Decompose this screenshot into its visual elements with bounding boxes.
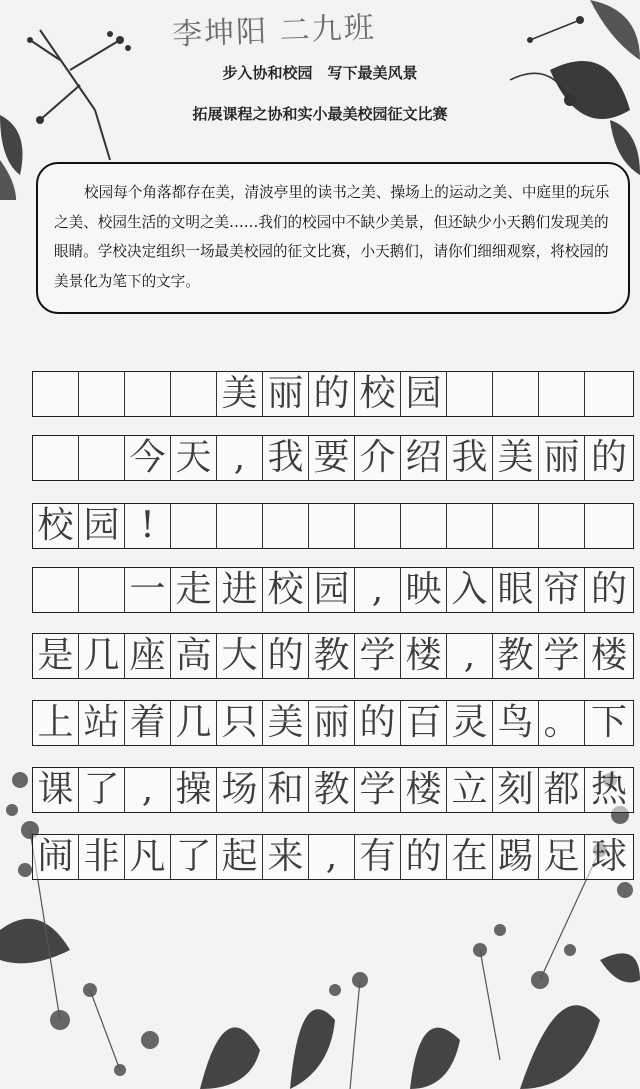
essay-cell: 的 [309, 372, 355, 416]
essay-row [32, 435, 634, 481]
essay-cell: 足 [539, 835, 585, 879]
essay-cell: 场 [217, 768, 263, 812]
essay-cell [125, 372, 171, 416]
essay-cell: 在 [447, 835, 493, 879]
essay-cell: 来 [263, 835, 309, 879]
essay-cell: 要 [309, 436, 355, 480]
essay-cell [355, 504, 401, 548]
essay-cell: , [125, 768, 171, 812]
essay-cell: 一 [125, 568, 171, 612]
essay-cell: 入 [447, 568, 493, 612]
essay-cell: 站 [79, 701, 125, 745]
essay-cell [171, 504, 217, 548]
essay-cell: 进 [217, 568, 263, 612]
essay-cell: 教 [493, 634, 539, 678]
essay-cell: 立 [447, 768, 493, 812]
essay-cell [309, 504, 355, 548]
student-name-handwritten: 李坤阳 二九班 [171, 10, 377, 53]
essay-row [32, 371, 634, 417]
essay-cell: 课 [33, 768, 79, 812]
essay-cell: 着 [125, 701, 171, 745]
essay-cell: 走 [171, 568, 217, 612]
essay-row [32, 567, 634, 613]
essay-cell [79, 568, 125, 612]
essay-cell: 校 [263, 568, 309, 612]
essay-cell [171, 372, 217, 416]
intro-text-box: 校园每个角落都存在美，清波亭里的读书之美、操场上的运动之美、中庭里的玩乐之美、校园生活的文明之美……我们的校园中不缺少美景，但还缺少小天鹅们发现美的眼睛。学校决定组织一场最美校园的征文比赛，小天鹅们，请你们细细观察，将校园的美景化为笔下的文字。 [36, 162, 630, 314]
essay-cell: 映 [401, 568, 447, 612]
essay-cell: , [355, 568, 401, 612]
essay-cell: 座 [125, 634, 171, 678]
essay-cell: 校 [355, 372, 401, 416]
essay-cell [217, 504, 263, 548]
essay-cell: 园 [79, 504, 125, 548]
essay-cell: 丽 [309, 701, 355, 745]
essay-cell [585, 372, 633, 416]
heading-line1: 步入协和校园 写下最美风景 [222, 64, 418, 82]
essay-cell: 都 [539, 768, 585, 812]
essay-cell: 园 [309, 568, 355, 612]
essay-cell: 几 [171, 701, 217, 745]
essay-cell: ! [125, 504, 171, 548]
essay-cell: 了 [79, 768, 125, 812]
essay-cell [33, 568, 79, 612]
essay-cell: 。 [539, 701, 585, 745]
essay-cell: 踢 [493, 835, 539, 879]
essay-cell [447, 372, 493, 416]
heading-line2: 拓展课程之协和实小最美校园征文比赛 [192, 105, 448, 123]
essay-writing-grid [32, 371, 634, 897]
essay-cell: 和 [263, 768, 309, 812]
essay-cell [79, 372, 125, 416]
essay-cell: 百 [401, 701, 447, 745]
essay-cell: 天 [171, 436, 217, 480]
essay-cell: , [309, 835, 355, 879]
essay-cell: 丽 [539, 436, 585, 480]
essay-cell: 起 [217, 835, 263, 879]
essay-cell: 今 [125, 436, 171, 480]
essay-cell: 刻 [493, 768, 539, 812]
essay-cell: 高 [171, 634, 217, 678]
essay-cell: 楼 [401, 768, 447, 812]
essay-cell: , [217, 436, 263, 480]
essay-cell: 教 [309, 768, 355, 812]
essay-cell: 美 [217, 372, 263, 416]
essay-cell: 非 [79, 835, 125, 879]
essay-cell: 大 [217, 634, 263, 678]
essay-cell: 园 [401, 372, 447, 416]
essay-cell: 凡 [125, 835, 171, 879]
essay-cell [79, 436, 125, 480]
essay-cell: 了 [171, 835, 217, 879]
essay-cell: 下 [590, 702, 627, 743]
essay-cell: 校 [33, 504, 79, 548]
essay-cell: 介 [355, 436, 401, 480]
essay-cell: 的 [263, 634, 309, 678]
essay-row [32, 834, 634, 880]
essay-cell: 热 [590, 769, 627, 810]
essay-cell [33, 436, 79, 480]
essay-cell [539, 372, 585, 416]
essay-cell: 操 [171, 768, 217, 812]
essay-cell: 我 [263, 436, 309, 480]
essay-cell [447, 504, 493, 548]
essay-cell: 球 [590, 836, 627, 877]
essay-cell: 鸟 [493, 701, 539, 745]
essay-row [32, 633, 634, 679]
essay-cell: 丽 [263, 372, 309, 416]
essay-cell [493, 504, 539, 548]
essay-cell: 的 [401, 835, 447, 879]
essay-cell: 的 [355, 701, 401, 745]
essay-cell: 学 [355, 768, 401, 812]
essay-cell: 的 [590, 437, 627, 478]
essay-cell: 楼 [401, 634, 447, 678]
essay-cell: 教 [309, 634, 355, 678]
essay-cell: 眼 [493, 568, 539, 612]
essay-cell: 帘 [539, 568, 585, 612]
essay-cell: 的 [590, 569, 627, 610]
essay-cell: 闹 [33, 835, 79, 879]
essay-cell: 我 [447, 436, 493, 480]
essay-cell: 灵 [447, 701, 493, 745]
essay-cell: 美 [493, 436, 539, 480]
essay-cell: 有 [355, 835, 401, 879]
essay-cell: 楼 [590, 635, 627, 676]
essay-row [32, 700, 634, 746]
essay-cell: 学 [355, 634, 401, 678]
essay-cell [33, 372, 79, 416]
essay-cell: 绍 [401, 436, 447, 480]
essay-cell [401, 504, 447, 548]
essay-cell [539, 504, 585, 548]
essay-cell [585, 504, 633, 548]
essay-cell: 是 [33, 634, 79, 678]
essay-cell: , [447, 634, 493, 678]
essay-cell: 上 [33, 701, 79, 745]
essay-cell [493, 372, 539, 416]
essay-cell: 学 [539, 634, 585, 678]
essay-row [32, 767, 634, 813]
essay-row [32, 503, 634, 549]
essay-cell: 美 [263, 701, 309, 745]
essay-cell: 只 [217, 701, 263, 745]
essay-cell: 几 [79, 634, 125, 678]
essay-cell [263, 504, 309, 548]
